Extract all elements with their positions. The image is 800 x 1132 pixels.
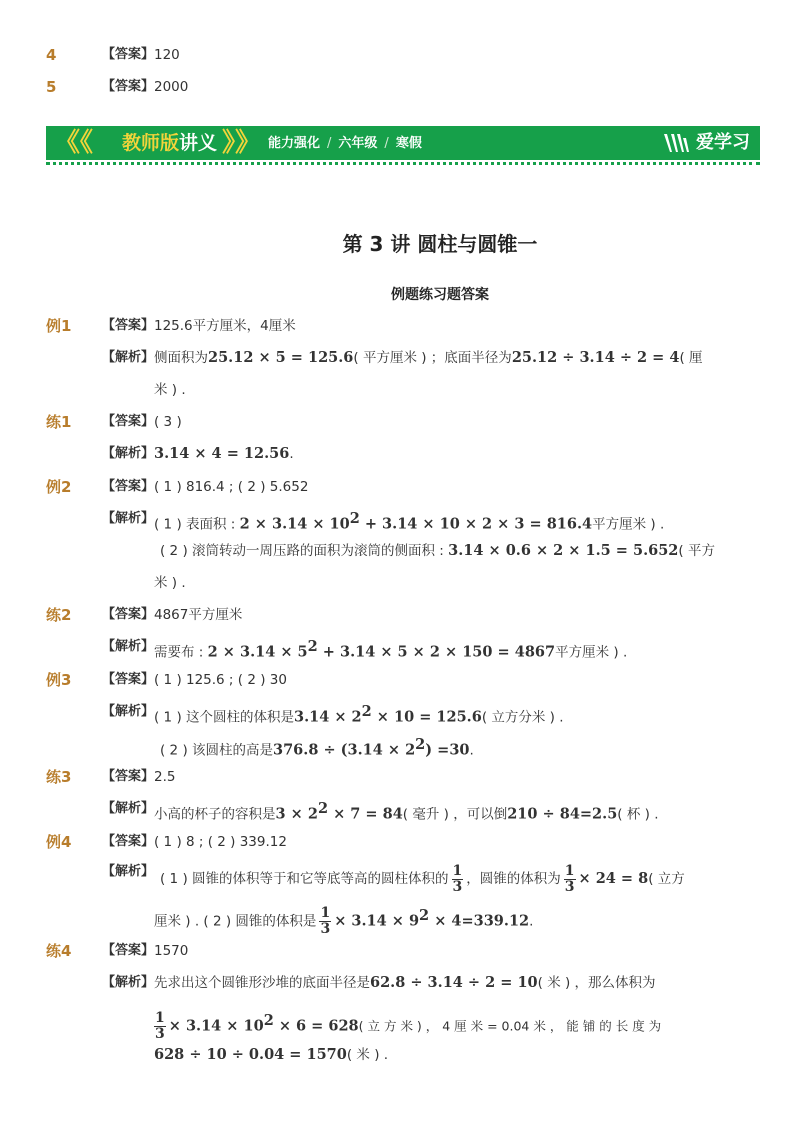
lian1-analysis-row [0, 440, 800, 468]
analysis-text: $\frac{1}{3}$ × $3.14 \times 10^2 \times 6 = 628$( 立 方 米 ) ， 4 厘 米 = 0.04 米 ， 能 铺 的 长 度 为 [155, 1010, 662, 1042]
analysis-tag: 【解析】 [102, 511, 155, 526]
analysis-text: ( 1 ) 表面积 : $2 \times 3.14 \times 10^2 + 3.14 \times 10 \times 2 \times 3 = 816.4$平方厘米 ) . [154, 510, 665, 533]
brand-logo [662, 130, 750, 156]
li2-analysis-row-2 [0, 537, 800, 565]
li4-analysis-row-2 [0, 899, 800, 937]
fraction-one-third: $\frac{1}{3}$ [155, 1010, 165, 1042]
fraction-one-third: $\frac{1}{3}$ [320, 905, 331, 937]
answer-tag: 【答案】 [102, 414, 155, 429]
banner-title-part2: 讲义 [179, 132, 218, 154]
answer-tag: 【答案】 [102, 769, 155, 784]
lian4-answer-row [0, 937, 800, 965]
answer-text: 120 [154, 47, 180, 63]
li1-analysis-row-2 [0, 376, 800, 404]
analysis-text: 侧面积为25.12 × 5 = 125.6( 平方厘米 ) ；底面半径为25.12 ÷ 3.14 ÷ 2 = 4( 厘 [154, 349, 703, 366]
lian4-analysis-row-3 [0, 1041, 800, 1069]
li4-analysis-row [0, 862, 800, 896]
answer-tag: 【答案】 [102, 318, 155, 333]
analysis-tag: 【解析】 [102, 801, 155, 816]
analysis-text: ( 2 ) 该圆柱的高是$376.8 \div (3.14 \times 2^2) =30$. [160, 736, 474, 759]
analysis-text: ( 1 ) 圆锥的体积等于和它等底等高的圆柱体积的 $\frac{1}{3}$ ，圆锥的体积为 $\frac{1}{3}$ × 24 = 8( 立方 [160, 862, 685, 895]
analysis-tag: 【解析】 [102, 975, 155, 990]
answer-tag: 【答案】 [102, 79, 155, 94]
lian4-analysis-row [0, 969, 800, 997]
lian3-analysis-row [0, 795, 800, 823]
chevrons-right-icon: 》》 [222, 128, 262, 158]
analysis-text: ( 2 ) 滚筒转动一周压路的面积为滚筒的侧面积 : 3.14 × 0.6 × 2 × 1.5 = 5.652( 平方 [160, 542, 715, 559]
lian4-analysis-row-2 [0, 1004, 800, 1042]
breadcrumb-term: 寒假 [395, 136, 422, 151]
analysis-tag: 【解析】 [102, 864, 155, 879]
analysis-text: 3.14 × 4 = 12.56. [154, 445, 294, 462]
breadcrumb-course: 能力强化 [268, 136, 321, 151]
analysis-text: 厘米 ) . ( 2 ) 圆锥的体积是 $\frac{1}{3}$ × $3.14 \times 9^2 \times 4=339.12$. [154, 905, 534, 937]
answer-tag: 【答案】 [102, 943, 155, 958]
item-number: 4 [46, 46, 57, 64]
li2-analysis-row-3 [0, 569, 800, 597]
lian1-answer-row [0, 408, 800, 436]
item-number: 5 [46, 78, 57, 96]
fraction-one-third: $\frac{1}{3}$ [452, 862, 463, 895]
answer-text: ( 3 ) [154, 414, 182, 430]
item-number: 例4 [46, 833, 72, 851]
li3-analysis-row [0, 698, 800, 726]
item-number: 练4 [46, 942, 72, 960]
answer-row-4 [0, 41, 800, 69]
answer-text: 125.6平方厘米，4厘米 [154, 318, 296, 334]
breadcrumb-separator: / [384, 136, 389, 151]
li2-analysis-row [0, 505, 800, 533]
banner-dotted-line [46, 162, 760, 165]
answer-text: 2000 [154, 79, 189, 95]
answer-tag: 【答案】 [102, 479, 155, 494]
answer-tag: 【答案】 [102, 672, 155, 687]
banner-title-part1: 教师版 [122, 132, 180, 154]
lian2-answer-row [0, 601, 800, 629]
analysis-text: 先求出这个圆锥形沙堆的底面半径是62.8 ÷ 3.14 ÷ 2 = 10( 米 ) ，那么体积为 [154, 974, 656, 991]
answer-text: ( 1 ) 125.6 ; ( 2 ) 30 [154, 672, 287, 688]
item-number: 例1 [46, 317, 72, 335]
answer-text: 2.5 [154, 769, 176, 785]
header-banner [46, 126, 760, 164]
analysis-tag: 【解析】 [102, 446, 155, 461]
section-title: 例题练习题答案 [391, 287, 489, 303]
analysis-text: 需要布 : $2 \times 3.14 \times 5^2 + 3.14 \times 5 \times 2 \times 150 = 4867$平方厘米 ) . [154, 638, 628, 661]
analysis-text: 米 ) . [154, 575, 186, 591]
analysis-text: ( 1 ) 这个圆柱的体积是$3.14 \times 2^2 \times 10 = 125.6$( 立方分米 ) . [154, 703, 564, 726]
li3-answer-row [0, 666, 800, 694]
banner-breadcrumb [268, 135, 422, 153]
li1-answer-row [0, 312, 800, 340]
answer-text: ( 1 ) 816.4 ; ( 2 ) 5.652 [154, 479, 309, 495]
lian2-analysis-row [0, 633, 800, 661]
banner-title [122, 130, 217, 156]
breadcrumb-grade: 六年级 [338, 136, 378, 151]
fraction-one-third: $\frac{1}{3}$ [564, 862, 575, 895]
li1-analysis-row [0, 344, 800, 372]
brand-logo-text: 爱学习 [696, 132, 750, 153]
analysis-text: 628 ÷ 10 ÷ 0.04 = 1570( 米 ) . [154, 1046, 389, 1063]
lecture-title: 第 3 讲 圆柱与圆锥一 [342, 232, 538, 256]
analysis-text: 小高的杯子的容积是$3 \times 2^2 \times 7 = 84$( 毫升 ) ，可以倒210 ÷ 84=2.5( 杯 ) . [154, 800, 659, 823]
item-number: 练1 [46, 413, 72, 431]
answer-tag: 【答案】 [102, 834, 155, 849]
answer-text: ( 1 ) 8 ; ( 2 ) 339.12 [154, 834, 287, 850]
item-number: 例3 [46, 671, 72, 689]
analysis-tag: 【解析】 [102, 704, 155, 719]
answer-text: 4867平方厘米 [154, 607, 243, 623]
answer-tag: 【答案】 [102, 47, 155, 62]
brand-logo-icon [662, 132, 692, 154]
answer-text: 1570 [154, 943, 189, 959]
analysis-text: 米 ) . [154, 382, 186, 398]
li3-analysis-row-2 [0, 731, 800, 759]
item-number: 例2 [46, 478, 72, 496]
item-number: 练2 [46, 606, 72, 624]
li2-answer-row [0, 473, 800, 501]
answer-tag: 【答案】 [102, 607, 155, 622]
li4-answer-row [0, 828, 800, 856]
breadcrumb-separator: / [327, 136, 332, 151]
analysis-tag: 【解析】 [102, 350, 155, 365]
item-number: 练3 [46, 768, 72, 786]
answer-row-5 [0, 73, 800, 101]
lian3-answer-row [0, 763, 800, 791]
chevrons-left-icon: 《《 [54, 128, 94, 158]
analysis-tag: 【解析】 [102, 639, 155, 654]
